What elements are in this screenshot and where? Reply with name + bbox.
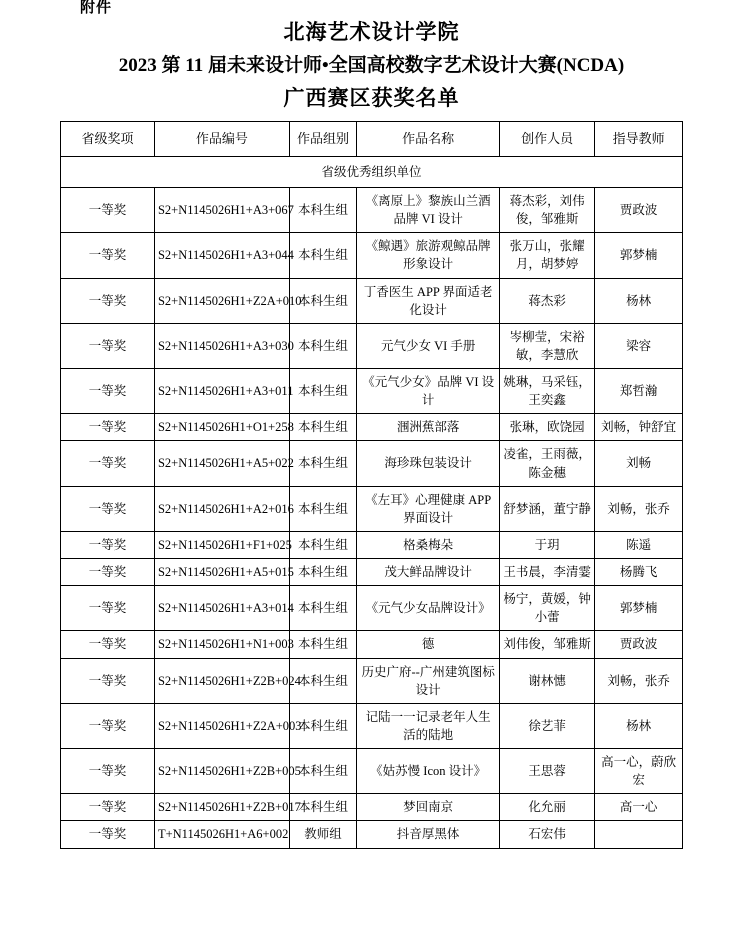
cell-code: S2+N1145026H1+A3+030 bbox=[154, 323, 289, 368]
cell-advisors: 杨林 bbox=[595, 278, 683, 323]
cell-award: 一等奖 bbox=[61, 233, 155, 278]
cell-code: T+N1145026H1+A6+002 bbox=[154, 821, 289, 848]
cell-code: S2+N1145026H1+A2+016 bbox=[154, 486, 289, 531]
cell-name: 梦回南京 bbox=[357, 794, 500, 821]
cell-advisors: 贾政波 bbox=[595, 631, 683, 658]
table-row bbox=[61, 821, 683, 848]
cell-name: 《姑苏慢 Icon 设计》 bbox=[357, 749, 500, 794]
cell-advisors: 高一心 bbox=[595, 794, 683, 821]
cell-group: 本科生组 bbox=[289, 486, 356, 531]
cell-award: 一等奖 bbox=[61, 631, 155, 658]
cell-code: S2+N1145026H1+Z2A+003 bbox=[154, 703, 289, 748]
cell-creators: 岑柳莹，宋裕敏，李慧欣 bbox=[500, 323, 595, 368]
cell-name: 历史广府--广州建筑图标设计 bbox=[357, 658, 500, 703]
cell-award: 一等奖 bbox=[61, 559, 155, 586]
cell-advisors: 杨林 bbox=[595, 703, 683, 748]
cell-award: 一等奖 bbox=[61, 821, 155, 848]
cell-name: 元气少女 VI 手册 bbox=[357, 323, 500, 368]
page-subtitle-region: 广西赛区获奖名单 bbox=[283, 86, 460, 110]
cell-advisors: 刘畅，钟舒宜 bbox=[595, 414, 683, 441]
cell-advisors: 贾政波 bbox=[595, 188, 683, 233]
cell-group: 本科生组 bbox=[289, 414, 356, 441]
cell-name: 丁香医生 APP 界面适老化设计 bbox=[357, 278, 500, 323]
cell-award: 一等奖 bbox=[61, 586, 155, 631]
page-subtitle: 2023 第 11 届未来设计师•全国高校数字艺术设计大赛(NCDA) bbox=[118, 55, 625, 76]
table-row bbox=[61, 631, 683, 658]
cell-name: 茂大鲜品牌设计 bbox=[357, 559, 500, 586]
cell-name: 《左耳》心理健康 APP 界面设计 bbox=[357, 486, 500, 531]
cell-name: 《离原上》黎族山兰酒品牌 VI 设计 bbox=[357, 188, 500, 233]
cell-group: 本科生组 bbox=[289, 794, 356, 821]
cell-name: 抖音厚黑体 bbox=[357, 821, 500, 848]
cell-creators: 张万山，张耀月，胡梦婷 bbox=[500, 233, 595, 278]
cell-group: 本科生组 bbox=[289, 658, 356, 703]
cell-advisors: 高一心，蔚欣宏 bbox=[595, 749, 683, 794]
cell-award: 一等奖 bbox=[61, 658, 155, 703]
cell-creators: 石宏伟 bbox=[500, 821, 595, 848]
table-row bbox=[61, 703, 683, 748]
table-row bbox=[61, 369, 683, 414]
table-row bbox=[61, 794, 683, 821]
cell-group: 本科生组 bbox=[289, 749, 356, 794]
cell-creators: 蒋杰彩 bbox=[500, 278, 595, 323]
cell-award: 一等奖 bbox=[61, 794, 155, 821]
cell-creators: 徐艺菲 bbox=[500, 703, 595, 748]
table-row bbox=[61, 233, 683, 278]
table-row bbox=[61, 323, 683, 368]
cell-award: 一等奖 bbox=[61, 703, 155, 748]
cell-code: S2+N1145026H1+Z2B+005 bbox=[154, 749, 289, 794]
cell-code: S2+N1145026H1+Z2A+010 bbox=[154, 278, 289, 323]
cell-advisors: 郭梦楠 bbox=[595, 586, 683, 631]
cell-group: 本科生组 bbox=[289, 323, 356, 368]
cell-creators: 王思蓉 bbox=[500, 749, 595, 794]
cell-creators: 刘伟俊，邹雅斯 bbox=[500, 631, 595, 658]
cell-advisors: 刘畅，张乔 bbox=[595, 658, 683, 703]
table-row bbox=[61, 414, 683, 441]
cell-creators: 化允丽 bbox=[500, 794, 595, 821]
cell-code: S2+N1145026H1+A3+067 bbox=[154, 188, 289, 233]
cell-creators: 杨宁，黄媛，钟小蕾 bbox=[500, 586, 595, 631]
cell-creators: 舒梦涵，董宁静 bbox=[500, 486, 595, 531]
cell-name: 《元气少女品牌设计》 bbox=[357, 586, 500, 631]
cell-advisors: 梁容 bbox=[595, 323, 683, 368]
cell-code: S2+N1145026H1+A3+014 bbox=[154, 586, 289, 631]
cell-award: 一等奖 bbox=[61, 188, 155, 233]
column-header-creators: 创作人员 bbox=[500, 122, 595, 157]
cell-advisors: 刘畅 bbox=[595, 441, 683, 486]
award-table-container bbox=[0, 121, 743, 849]
cell-advisors: 陈遥 bbox=[595, 531, 683, 558]
column-header-code: 作品编号 bbox=[154, 122, 289, 157]
cell-award: 一等奖 bbox=[61, 278, 155, 323]
cell-group: 本科生组 bbox=[289, 559, 356, 586]
page-title: 北海艺术设计学院 bbox=[283, 20, 460, 44]
cell-code: S2+N1145026H1+O1+258 bbox=[154, 414, 289, 441]
table-row bbox=[61, 658, 683, 703]
cell-code: S2+N1145026H1+N1+003 bbox=[154, 631, 289, 658]
table-row bbox=[61, 441, 683, 486]
cell-name: 德 bbox=[357, 631, 500, 658]
section-label: 省级优秀组织单位 bbox=[61, 157, 683, 188]
cell-award: 一等奖 bbox=[61, 486, 155, 531]
table-row bbox=[61, 586, 683, 631]
cell-group: 本科生组 bbox=[289, 531, 356, 558]
cell-group: 本科生组 bbox=[289, 631, 356, 658]
cell-creators: 谢林憓 bbox=[500, 658, 595, 703]
cell-creators: 于玥 bbox=[500, 531, 595, 558]
cell-code: S2+N1145026H1+A3+044 bbox=[154, 233, 289, 278]
attachment-label: 附件 bbox=[80, 0, 113, 16]
cell-award: 一等奖 bbox=[61, 441, 155, 486]
cell-award: 一等奖 bbox=[61, 323, 155, 368]
column-header-award: 省级奖项 bbox=[61, 122, 155, 157]
cell-group: 本科生组 bbox=[289, 278, 356, 323]
cell-code: S2+N1145026H1+Z2B+024 bbox=[154, 658, 289, 703]
cell-code: S2+N1145026H1+A5+015 bbox=[154, 559, 289, 586]
table-row bbox=[61, 188, 683, 233]
cell-code: S2+N1145026H1+A3+011 bbox=[154, 369, 289, 414]
table-row bbox=[61, 531, 683, 558]
cell-group: 本科生组 bbox=[289, 586, 356, 631]
cell-creators: 蒋杰彩，刘伟俊，邹雅斯 bbox=[500, 188, 595, 233]
table-header bbox=[61, 122, 683, 157]
cell-award: 一等奖 bbox=[61, 414, 155, 441]
cell-group: 本科生组 bbox=[289, 441, 356, 486]
column-header-advisors: 指导教师 bbox=[595, 122, 683, 157]
cell-creators: 姚琳，马采钰，王奕鑫 bbox=[500, 369, 595, 414]
cell-advisors: 刘畅，张乔 bbox=[595, 486, 683, 531]
table-body bbox=[61, 157, 683, 849]
column-header-group: 作品组别 bbox=[289, 122, 356, 157]
table-row bbox=[61, 559, 683, 586]
cell-advisors: 郭梦楠 bbox=[595, 233, 683, 278]
cell-advisors: 郑哲瀚 bbox=[595, 369, 683, 414]
cell-advisors: 杨腾飞 bbox=[595, 559, 683, 586]
cell-name: 涠洲蕉部落 bbox=[357, 414, 500, 441]
table-header-row bbox=[61, 122, 683, 157]
cell-group: 本科生组 bbox=[289, 369, 356, 414]
cell-name: 《鲸遇》旅游观鲸品牌形象设计 bbox=[357, 233, 500, 278]
cell-code: S2+N1145026H1+Z2B+017 bbox=[154, 794, 289, 821]
cell-creators: 王书晨，李清霎 bbox=[500, 559, 595, 586]
cell-creators: 凌雀，王雨薇，陈金穗 bbox=[500, 441, 595, 486]
cell-group: 本科生组 bbox=[289, 188, 356, 233]
cell-award: 一等奖 bbox=[61, 749, 155, 794]
table-row bbox=[61, 749, 683, 794]
cell-award: 一等奖 bbox=[61, 369, 155, 414]
cell-name: 记陆一一记录老年人生活的陆地 bbox=[357, 703, 500, 748]
cell-group: 本科生组 bbox=[289, 233, 356, 278]
cell-award: 一等奖 bbox=[61, 531, 155, 558]
column-header-work-name: 作品名称 bbox=[357, 122, 500, 157]
cell-name: 《元气少女》品牌 VI 设计 bbox=[357, 369, 500, 414]
cell-advisors bbox=[595, 821, 683, 848]
table-row bbox=[61, 486, 683, 531]
cell-creators: 张琳，欧饶园 bbox=[500, 414, 595, 441]
cell-group: 教师组 bbox=[289, 821, 356, 848]
table-section-row bbox=[61, 157, 683, 188]
cell-code: S2+N1145026H1+A5+022 bbox=[154, 441, 289, 486]
cell-code: S2+N1145026H1+F1+025 bbox=[154, 531, 289, 558]
award-table bbox=[60, 121, 683, 849]
cell-name: 海珍珠包装设计 bbox=[357, 441, 500, 486]
cell-group: 本科生组 bbox=[289, 703, 356, 748]
table-row bbox=[61, 278, 683, 323]
cell-name: 格桑梅朵 bbox=[357, 531, 500, 558]
